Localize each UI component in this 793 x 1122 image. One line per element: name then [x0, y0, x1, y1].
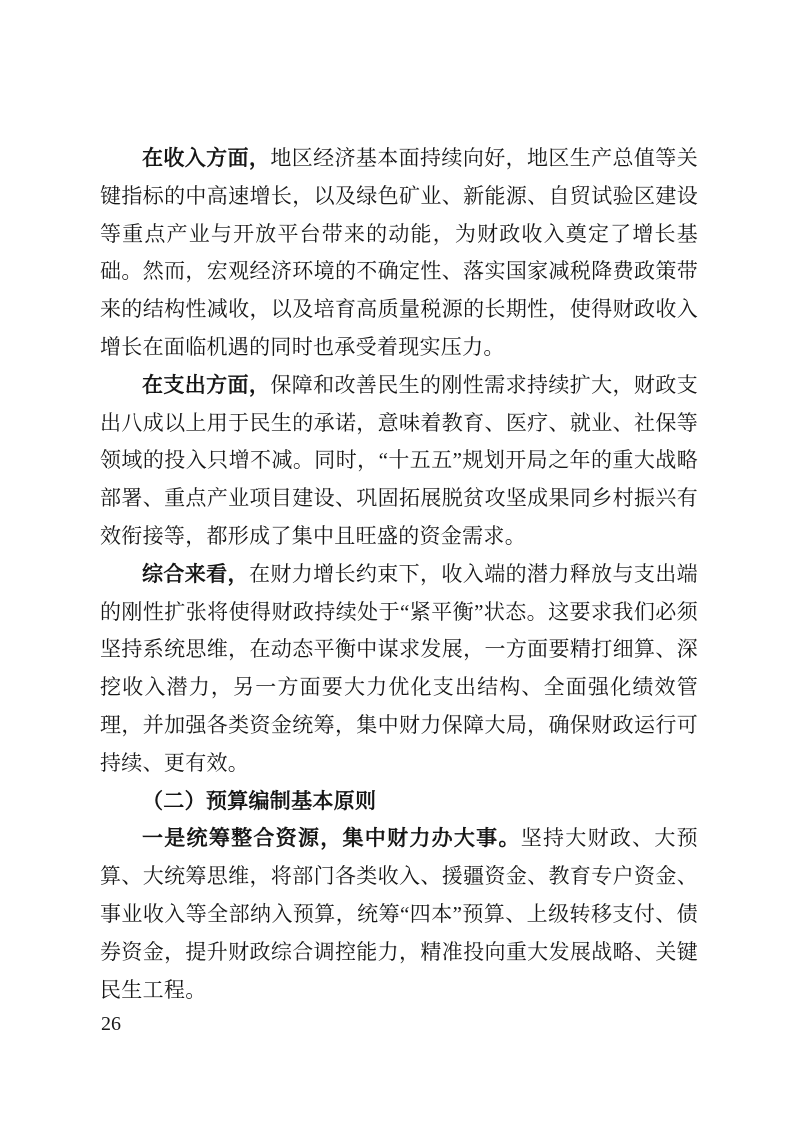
page-number: 26: [101, 1013, 121, 1035]
paragraph-expenditure-lead: 在支出方面，: [142, 372, 271, 397]
paragraph-principle1: [100, 820, 698, 1009]
paragraph-principle1-lead: 一是统筹整合资源，集中财力办大事。: [142, 826, 521, 851]
paragraph-revenue: [100, 140, 698, 367]
paragraph-principle1-body: 坚持大财政、大预算、大统筹思维，将部门各类收入、援疆资金、教育专户资金、事业收入等全部纳入预算，统筹“四本”预算、上级转移支付、债券资金，提升财政综合调控能力，精准投向重大发展战略、关键民生工程。: [100, 826, 698, 1002]
paragraph-summary: [100, 556, 698, 783]
paragraph-revenue-body: 地区经济基本面持续向好，地区生产总值等关键指标的中高速增长，以及绿色矿业、新能源、自贸试验区建设等重点产业与开放平台带来的动能，为财政收入奠定了增长基础。然而，宏观经济环境的不确定性、落实国家减税降费政策带来的结构性减收，以及培育高质量税源的长期性，使得财政收入增长在面临机遇的同时也承受着现实压力。: [100, 146, 698, 359]
paragraph-summary-lead: 综合来看，: [142, 561, 249, 586]
paragraph-expenditure-body: 保障和改善民生的刚性需求持续扩大，财政支出八成以上用于民生的承诺，意味着教育、医疗、就业、社保等领域的投入只增不减。同时，“十五五”规划开局之年的重大战略部署、重点产业项目建设、巩固拓展脱贫攻坚成果同乡村振兴有效衔接等，都形成了集中且旺盛的资金需求。: [100, 372, 698, 548]
section-heading: （二）预算编制基本原则: [142, 788, 377, 813]
paragraph-summary-body: 在财力增长约束下，收入端的潜力释放与支出端的刚性扩张将使得财政持续处于“紧平衡”状态。这要求我们必须坚持系统思维，在动态平衡中谋求发展，一方面要精打细算、深挖收入潜力，另一方面要大力优化支出结构、全面强化绩效管理，并加强各类资金统筹，集中财力保障大局，确保财政运行可持续、更有效。: [100, 561, 698, 775]
paragraph-expenditure: [100, 367, 698, 556]
page-content: [100, 140, 698, 1009]
paragraph-revenue-lead: 在收入方面，: [142, 146, 271, 170]
